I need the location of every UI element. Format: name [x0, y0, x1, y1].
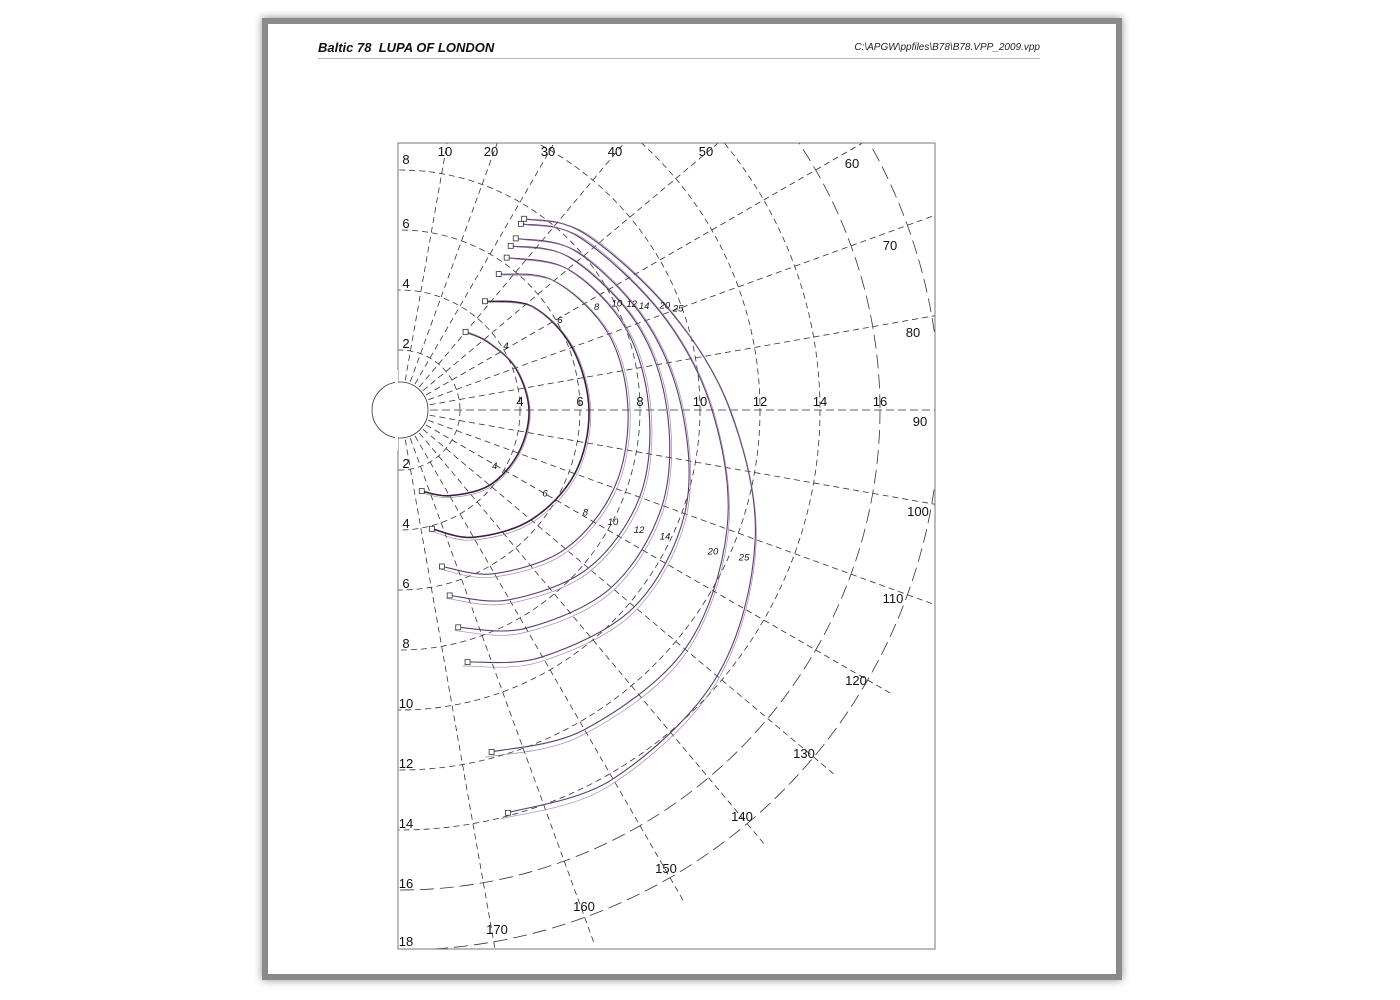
speed-label-left-4: 2 [402, 456, 410, 471]
angle-label-30: 30 [540, 144, 556, 159]
angle-label-80: 80 [905, 325, 921, 340]
angle-spoke-10 [405, 0, 499, 380]
speed-label-left-9: 12 [398, 756, 414, 771]
angle-label-110: 110 [882, 591, 904, 606]
speed-label-left-6: 6 [402, 576, 410, 591]
curve-label-20-lower: 20 [707, 546, 719, 558]
angle-spoke-40 [419, 0, 766, 387]
optimum-marker-8-upwind [496, 272, 501, 277]
curve-label-4-lower: 4 [491, 461, 498, 473]
speed-label-center-12: 12 [752, 394, 768, 409]
angle-spoke-110 [428, 420, 935, 605]
angle-label-60: 60 [844, 156, 860, 171]
angle-spoke-80 [430, 311, 962, 405]
angle-spoke-60 [426, 125, 894, 395]
document-title: Baltic 78 LUPA OF LONDON [318, 40, 495, 55]
curve-label-25-lower: 25 [738, 552, 750, 564]
speed-label-left-5: 4 [402, 516, 410, 531]
speed-label-left-10: 14 [398, 816, 414, 831]
optimum-marker-6-downwind [429, 526, 434, 531]
speed-label-center-4: 4 [516, 394, 524, 409]
optimum-marker-20-upwind [518, 221, 523, 226]
curve-label-10-lower: 10 [607, 517, 619, 529]
polar-curve-tws-4 [422, 332, 529, 496]
optimum-marker-25-upwind [522, 216, 527, 221]
curve-label-14-upper: 14 [638, 300, 650, 312]
speed-label-left-11: 16 [398, 876, 414, 891]
plot-box [398, 143, 935, 949]
angle-label-70: 70 [882, 238, 898, 253]
speed-label-left-7: 8 [402, 636, 410, 651]
optimum-marker-25-downwind [505, 810, 510, 815]
optimum-marker-14-upwind [513, 236, 518, 241]
angle-spoke-130 [423, 429, 837, 776]
speed-label-left-12: 18 [398, 934, 414, 949]
angle-label-50: 50 [698, 144, 714, 159]
angle-label-90: 90 [912, 414, 928, 429]
optimum-marker-10-upwind [504, 255, 509, 260]
angle-label-170: 170 [486, 922, 508, 937]
curve-label-12-upper: 12 [626, 298, 637, 310]
speed-label-left-0: 8 [402, 152, 410, 167]
optimum-marker-10-downwind [447, 593, 452, 598]
curve-label-20-upper: 20 [659, 300, 671, 312]
curve-label-8-lower: 8 [582, 507, 589, 519]
angle-spoke-100 [430, 415, 962, 509]
speed-label-left-3: 2 [402, 336, 410, 351]
angle-spoke-30 [415, 0, 685, 384]
polar-curve-trace-tws-20 [485, 225, 729, 758]
angle-label-140: 140 [731, 809, 753, 824]
speed-label-center-6: 6 [576, 394, 584, 409]
optimum-marker-14-downwind [465, 660, 470, 665]
speed-label-left-1: 6 [402, 216, 410, 231]
polar-curve-tws-20 [492, 224, 729, 752]
curve-label-14-lower: 14 [659, 531, 671, 543]
document-file-path: C:\APGW\ppfiles\B78\B78.VPP_2009.vpp [854, 42, 1040, 53]
optimum-marker-20-downwind [489, 749, 494, 754]
angle-spoke-140 [419, 433, 766, 847]
angle-spoke-160 [410, 438, 595, 945]
angle-label-120: 120 [845, 673, 867, 688]
angle-label-20: 20 [483, 144, 499, 159]
speed-label-center-10: 10 [692, 394, 708, 409]
angle-label-160: 160 [573, 899, 595, 914]
curve-label-12-lower: 12 [633, 524, 645, 536]
curve-label-10-upper: 10 [611, 298, 623, 310]
angle-label-40: 40 [607, 144, 623, 159]
curve-label-6-upper: 6 [557, 315, 563, 327]
speed-label-center-16: 16 [872, 394, 888, 409]
optimum-marker-6-upwind [482, 299, 487, 304]
speed-label-left-8: 10 [398, 696, 414, 711]
curve-label-25-upper: 25 [672, 303, 684, 315]
optimum-marker-4-downwind [419, 489, 424, 494]
angle-label-10: 10 [437, 144, 453, 159]
speed-label-center-14: 14 [812, 394, 828, 409]
curve-label-4-upper: 4 [503, 340, 509, 352]
curve-label-8-upper: 8 [593, 301, 600, 313]
speed-label-left-2: 4 [402, 276, 410, 291]
angle-spoke-170 [405, 440, 499, 972]
angle-spoke-20 [410, 0, 595, 382]
angle-label-150: 150 [655, 861, 677, 876]
optimum-marker-12-downwind [456, 625, 461, 630]
angle-label-100: 100 [907, 504, 929, 519]
curve-label-6-lower: 6 [542, 488, 548, 500]
speed-label-center-8: 8 [636, 394, 644, 409]
polar-curve-trace-tws-8 [439, 275, 630, 578]
optimum-marker-4-upwind [463, 329, 468, 334]
angle-label-130: 130 [793, 746, 815, 761]
polar-curve-tws-6 [432, 301, 589, 537]
optimum-marker-8-downwind [439, 564, 444, 569]
polar-curve-trace-tws-10 [446, 258, 652, 604]
polar-curve-trace-tws-14 [463, 239, 691, 667]
optimum-marker-12-upwind [508, 243, 513, 248]
origin-hub [372, 382, 428, 438]
